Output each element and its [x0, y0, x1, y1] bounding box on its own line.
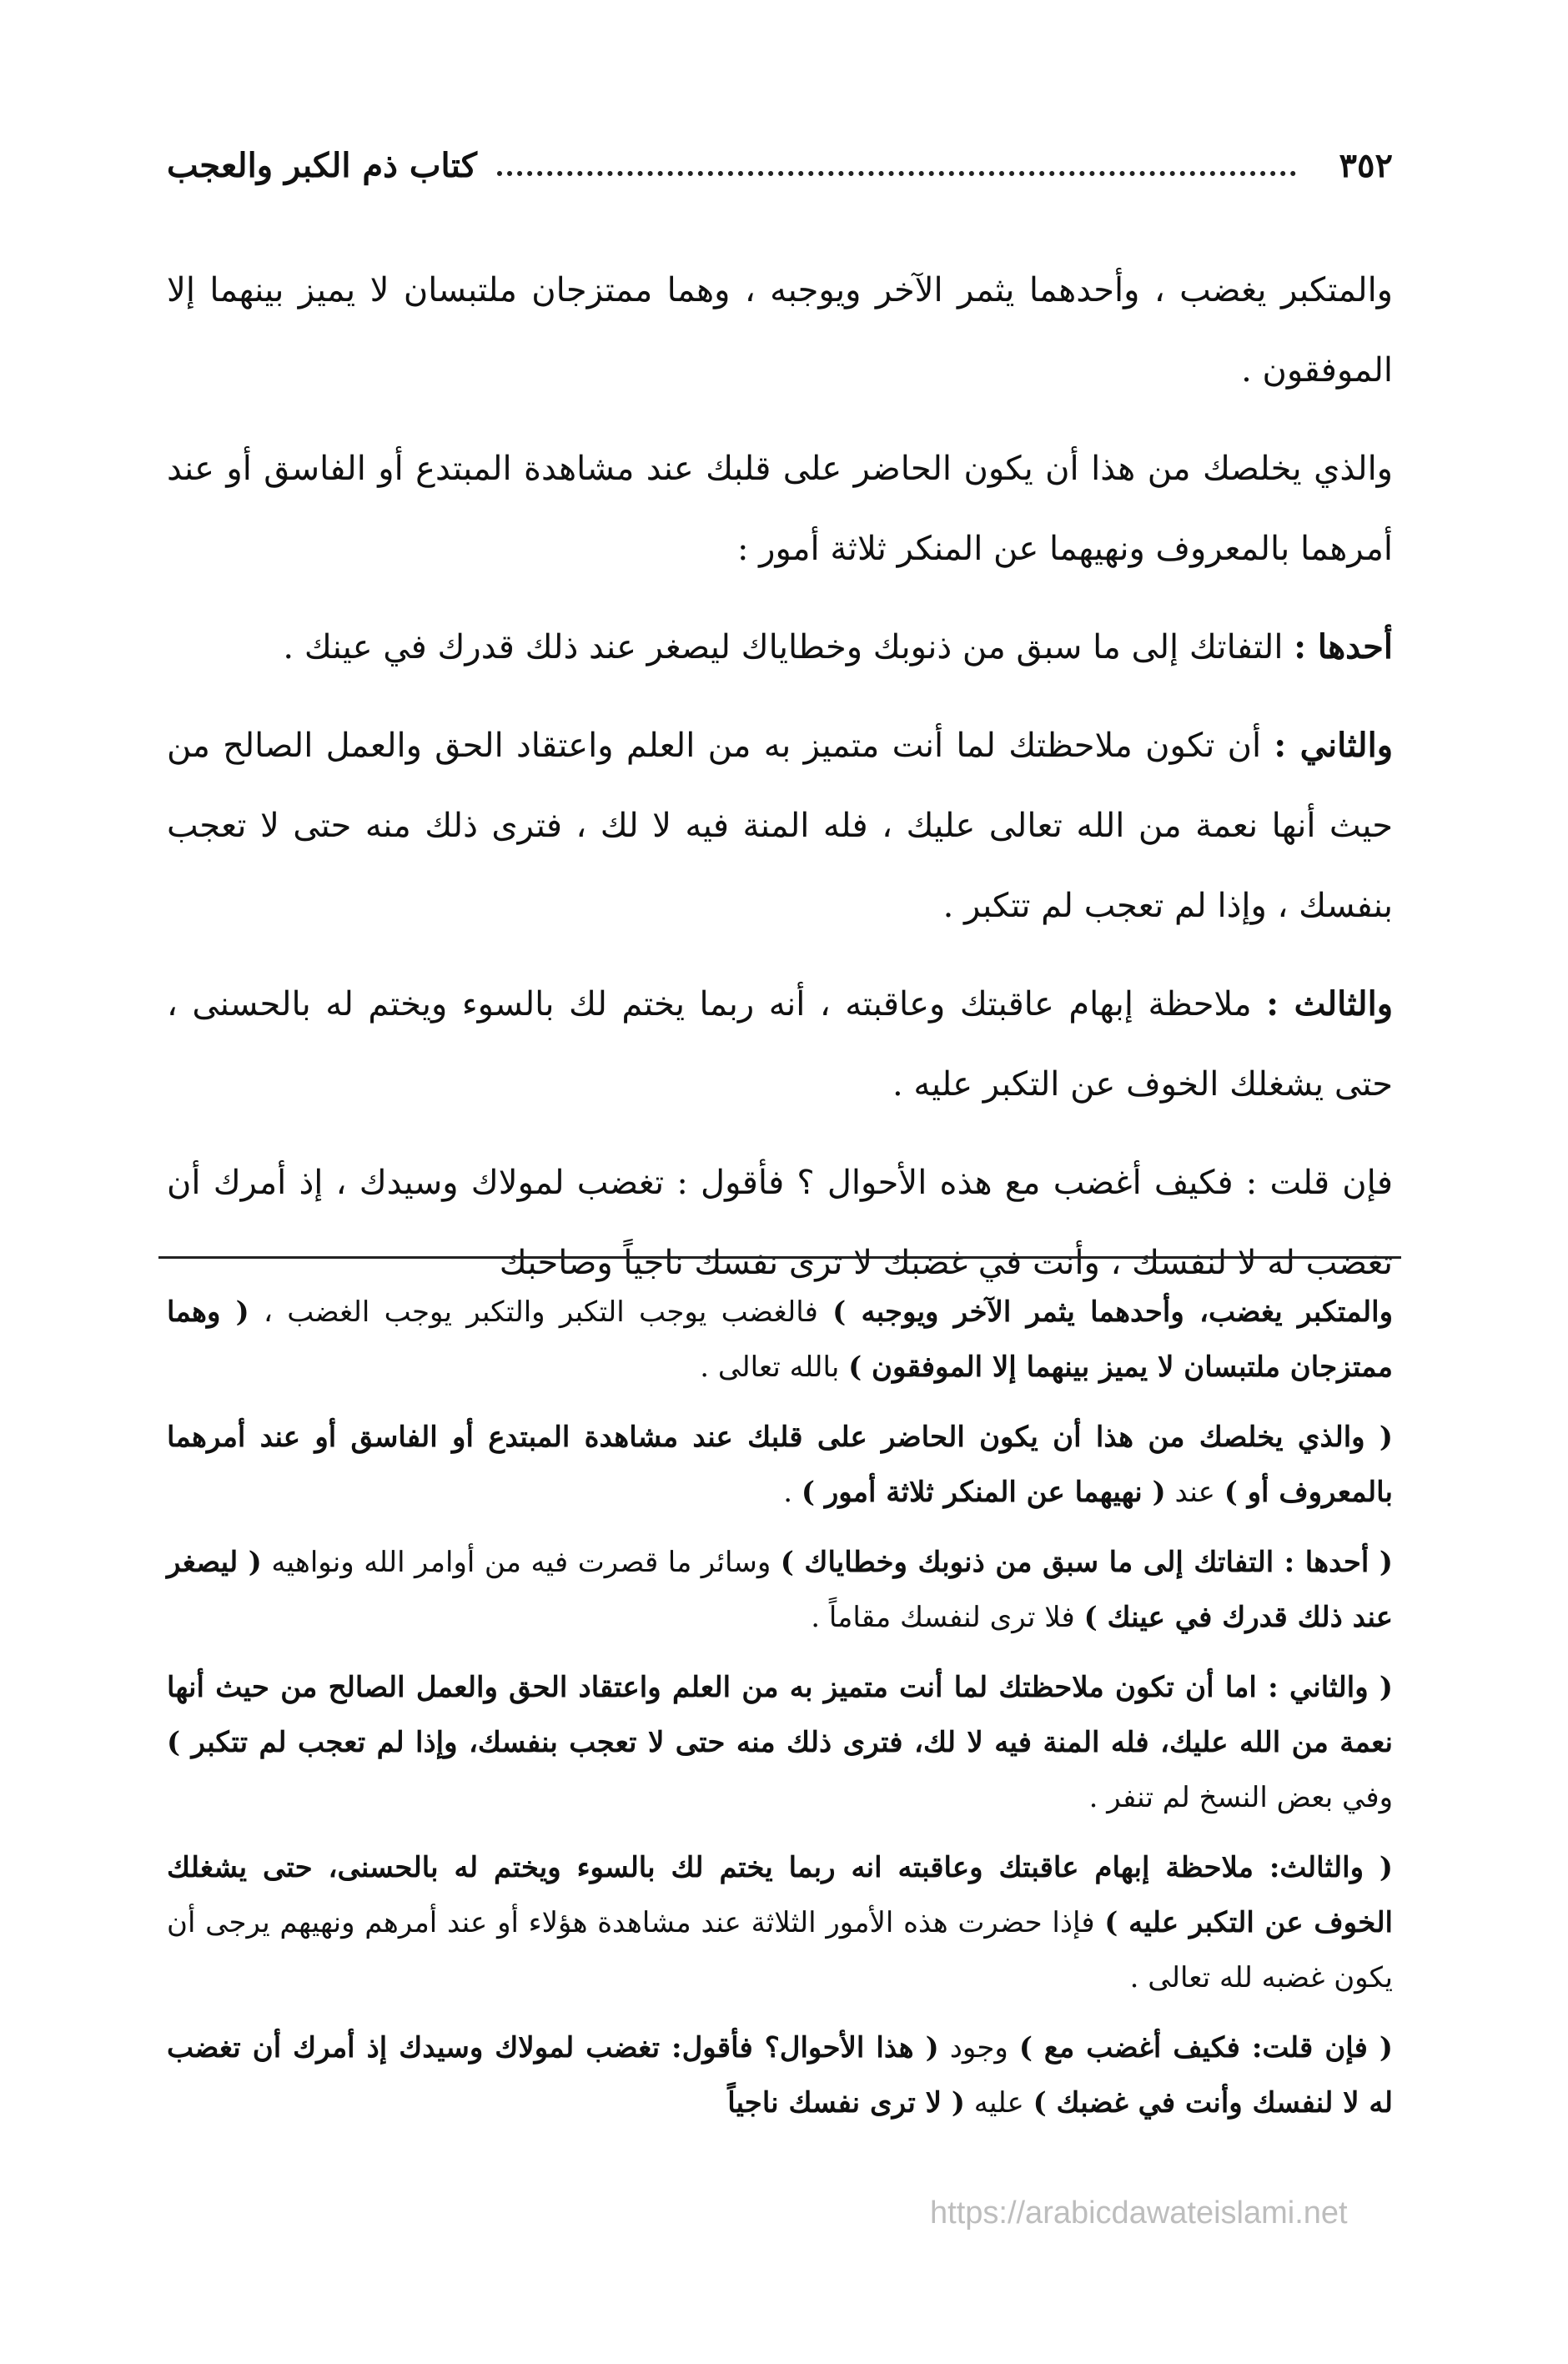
page-number: ٣٥٢ [1339, 145, 1393, 185]
commentary-note: بالله تعالى . [700, 1350, 849, 1384]
site-watermark: https://arabicdawateislami.net [930, 2196, 1348, 2231]
paragraph-text: والمتكبر يغضب ، وأحدهما يثمر الآخر ويوجبه ، وهما ممتزجان ملتبسان لا يميز بينهما إلا الموفقون . [167, 271, 1393, 390]
commentary-note: وسائر ما قصرت فيه من أوامر الله ونواهيه [261, 1546, 781, 1579]
paragraph-text: التفاتك إلى ما سبق من ذنوبك وخطاياك ليصغر عند ذلك قدرك في عينك . [283, 628, 1284, 666]
main-paragraph [167, 429, 1393, 589]
footnote-divider [158, 1256, 1401, 1259]
commentary-note: عند [1165, 1476, 1224, 1509]
paragraph-lead: والثالث : [1266, 984, 1394, 1024]
running-title: كتاب ذم الكبر والعجب [167, 145, 477, 185]
commentary-paragraph [167, 1660, 1393, 1825]
commentary-quoted-text: ( والثاني : اما أن تكون ملاحظتك لما أنت متميز به من العلم واعتقاد الحق والعمل الصالح من حيث أنها نعمة من الله عليك، فله المنة فيه لا لك، فترى ذلك منه حتى لا تعجب بنفسك، وإذا لم تعجب لم تتكبر ) [167, 1671, 1393, 1759]
commentary-paragraph [167, 1285, 1393, 1395]
paragraph-text: أن تكون ملاحظتك لما أنت متميز به من العلم واعتقاد الحق والعمل الصالح من حيث أنها نعمة من الله تعالى عليك ، فله المنة فيه لا لك ، فترى ذلك منه حتى لا تعجب بنفسك ، وإذا لم تعجب لم تتكبر . [167, 727, 1393, 925]
commentary-note: فإذا حضرت هذه الأمور الثلاثة عند مشاهدة هؤلاء أو عند أمرهم ونهيهم يرجى أن يكون غضبه لله تعالى . [167, 1906, 1393, 1994]
commentary-quoted-text: ( نهيهما عن المنكر ثلاثة أمور ) [801, 1476, 1166, 1509]
main-paragraph [167, 250, 1393, 410]
page-header [167, 140, 1393, 190]
paragraph-lead: والثاني : [1274, 726, 1394, 765]
paragraph-lead: أحدها : [1294, 627, 1393, 666]
commentary-paragraph [167, 1535, 1393, 1645]
commentary-quoted-text: ( فإن قلت: فكيف أغضب مع ) [1018, 2031, 1394, 2065]
commentary-quoted-text: ( هذا الأحوال؟ فأقول: تغضب لمولاك وسيدك إذ أمرك أن تغضب له لا لنفسك وأنت في غضبك ) [167, 2031, 1393, 2120]
main-paragraph [167, 607, 1393, 687]
commentary-note: فالغضب يوجب التكبر والتكبر يوجب الغضب ، [249, 1295, 833, 1329]
commentary-paragraph [167, 2020, 1393, 2130]
main-text [167, 250, 1393, 1321]
commentary-note: وفي بعض النسخ لم تنفر . [1088, 1781, 1393, 1814]
main-paragraph [167, 706, 1393, 946]
main-paragraph [167, 1143, 1393, 1303]
commentary-quoted-text: ( أحدها : التفاتك إلى ما سبق من ذنوبك وخطاياك ) [780, 1546, 1393, 1579]
commentary-note: وجود [938, 2031, 1019, 2065]
commentary-quoted-text: ( وهما ممتزجان ملتبسان لا يميز بينهما إلا الموفقون ) [167, 1295, 1393, 1384]
commentary-quoted-text: ( لا ترى نفسك ناجياً [727, 2086, 965, 2120]
commentary-section [167, 1285, 1393, 2145]
commentary-quoted-text: ( والثالث: ملاحظة إبهام عاقبتك وعاقبته انه ربما يختم لك بالسوء ويختم له بالحسنى، حتى يشغلك الخوف عن التكبر عليه ) [167, 1851, 1393, 1939]
commentary-quoted-text: والمتكبر يغضب، وأحدهما يثمر الآخر ويوجبه ) [832, 1295, 1393, 1329]
paragraph-text: والذي يخلصك من هذا أن يكون الحاضر على قلبك عند مشاهدة المبتدع أو الفاسق أو عند أمرهما بالمعروف ونهيهما عن المنكر ثلاثة أمور : [167, 450, 1393, 568]
paragraph-text: فإن قلت : فكيف أغضب مع هذه الأحوال ؟ فأقول : تغضب لمولاك وسيدك ، إذ أمرك أن تغضب له لا لنفسك ، وأنت في غضبك لا ترى نفسك ناجياً وصاحبك [167, 1164, 1393, 1282]
paragraph-text: ملاحظة إبهام عاقبتك وعاقبته ، أنه ربما يختم لك بالسوء ويختم له بالحسنى ، حتى يشغلك الخوف عن التكبر عليه . [167, 985, 1393, 1104]
commentary-note: . [783, 1476, 802, 1509]
commentary-paragraph [167, 1840, 1393, 2005]
commentary-quoted-text: ( ليصغر عند ذلك قدرك في عينك ) [167, 1546, 1393, 1634]
commentary-paragraph [167, 1410, 1393, 1520]
header-dotted-leader [497, 171, 1296, 176]
commentary-note: عليه [964, 2086, 1033, 2120]
commentary-note: فلا ترى لنفسك مقاماً . [811, 1601, 1084, 1634]
commentary-quoted-text: ( والذي يخلصك من هذا أن يكون الحاضر على قلبك عند مشاهدة المبتدع أو الفاسق أو عند أمرهما بالمعروف أو ) [167, 1421, 1393, 1509]
main-paragraph [167, 964, 1393, 1124]
